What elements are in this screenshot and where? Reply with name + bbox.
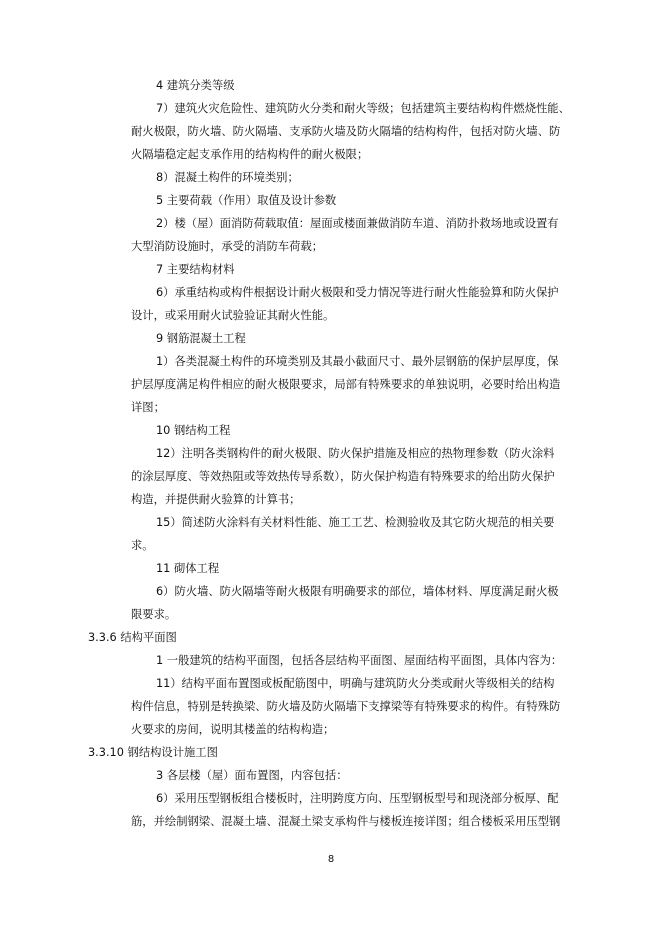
subsection-heading: 10 钢结构工程 (156, 424, 231, 437)
paragraph-line: 构造，并提供耐火验算的计算书； (131, 493, 301, 506)
paragraph-line: 火隔墙稳定起支承作用的结构构件的耐火极限； (131, 148, 369, 161)
section-heading: 3.3.10 钢结构设计施工图 (88, 746, 218, 759)
subsection-heading: 5 主要荷载（作用）取值及设计参数 (156, 194, 337, 207)
list-item: 6）采用压型钢板组合楼板时，注明跨度方向、压型钢板型号和现浇部分板厚、配 (156, 792, 559, 805)
paragraph-line: 详图； (131, 401, 165, 414)
paragraph-line: 的涂层厚度、等效热阻或等效热传导系数），防火保护构造有特殊要求的给出防火保护 (131, 470, 555, 483)
paragraph-line: 筋，并绘制钢梁、混凝土墙、混凝土梁支承构件与楼板连接详图；组合楼板采用压型钢 (131, 815, 561, 828)
paragraph-line: 火要求的房间，说明其楼盖的结构构造； (131, 723, 335, 736)
paragraph-line: 护层厚度满足构件相应的耐火极限要求，局部有特殊要求的单独说明，必要时给出构造 (131, 378, 561, 391)
subsection-heading: 1 一般建筑的结构平面图，包括各层结构平面图、屋面结构平面图，具体内容为： (156, 654, 563, 667)
list-item: 12）注明各类钢构件的耐火极限、防火保护措施及相应的热物理参数（防火涂料 (156, 447, 555, 460)
subsection-heading: 11 砌体工程 (156, 562, 220, 575)
list-item: 15）简述防火涂料有关材料性能、施工工艺、检测验收及其它防火规范的相关要 (156, 516, 555, 529)
list-item: 11）结构平面布置图或板配筋图中，明确与建筑防火分类或耐火等级相关的结构 (156, 677, 555, 690)
subsection-heading: 9 钢筋混凝土工程 (156, 332, 246, 345)
list-item: 2）楼（屋）面消防荷载取值：屋面或楼面兼做消防车道、消防扑救场地或设置有 (156, 217, 559, 230)
paragraph-line: 求。 (131, 539, 154, 552)
list-item: 1）各类混凝土构件的环境类别及其最小截面尺寸、最外层钢筋的保护层厚度，保 (156, 355, 559, 368)
paragraph-line: 大型消防设施时，承受的消防车荷载； (131, 240, 324, 253)
paragraph-line: 设计，或采用耐火试验验证其耐火性能。 (131, 309, 335, 322)
paragraph-line: 构件信息，特别是转换梁、防火墙及防火隔墙下支撑梁等有特殊要求的构件。有特殊防 (131, 700, 561, 713)
list-item: 6）防火墙、防火隔墙等耐火极限有明确要求的部位，墙体材料、厚度满足耐火极 (156, 585, 559, 598)
subsection-heading: 3 各层楼（屋）面布置图，内容包括： (156, 769, 348, 782)
list-item: 7）建筑火灾危险性、建筑防火分类和耐火等级；包括建筑主要结构构件燃烧性能、 (156, 102, 570, 115)
section-heading: 3.3.6 结构平面图 (88, 631, 177, 644)
list-item: 6）承重结构或构件根据设计耐火极限和受力情况等进行耐火性能验算和防火保护 (156, 286, 559, 299)
paragraph-line: 限要求。 (131, 608, 177, 621)
subsection-heading: 7 主要结构材料 (156, 263, 235, 276)
paragraph-line: 耐火极限，防火墙、防火隔墙、支承防火墙及防火隔墙的结构构件，包括对防火墙、防 (131, 125, 561, 138)
subsection-heading: 4 建筑分类等级 (156, 79, 235, 92)
page-number: 8 (327, 854, 335, 865)
list-item: 8）混凝土构件的环境类别； (156, 171, 299, 184)
